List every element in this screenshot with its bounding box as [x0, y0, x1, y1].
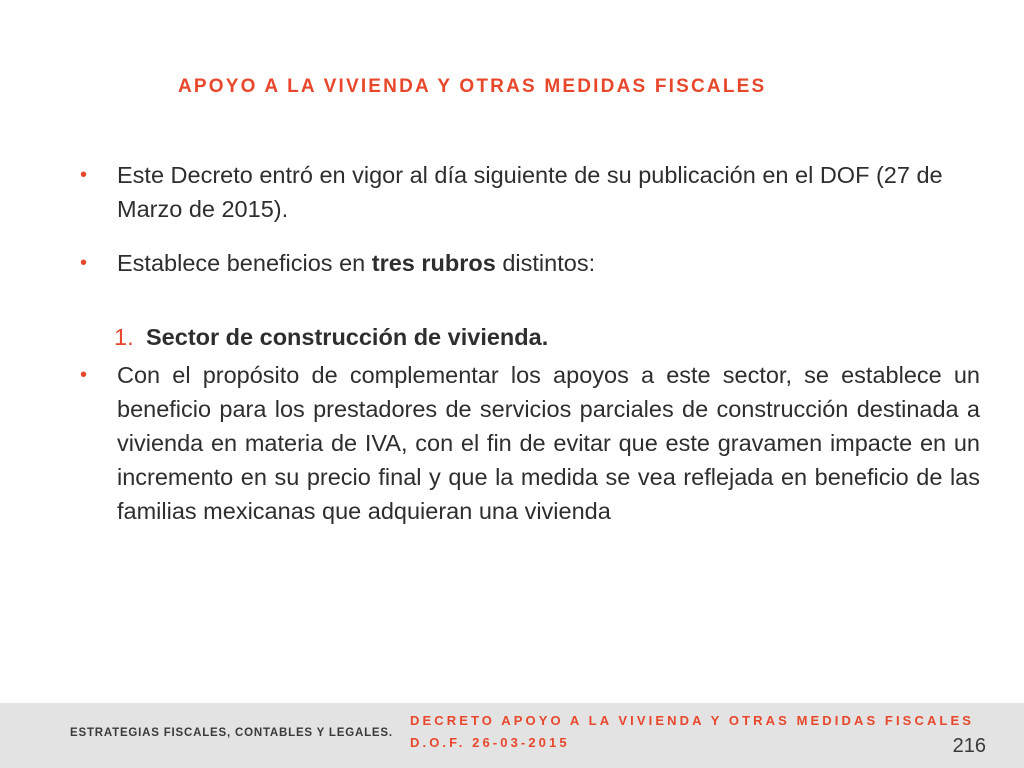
numbered-item-number: 1.	[114, 324, 134, 350]
bullet-icon: •	[80, 364, 88, 386]
bullet-text-suffix: distintos:	[495, 250, 596, 276]
bullet-item	[78, 358, 980, 528]
footer-decree-title: DECRETO APOYO A LA VIVIENDA Y OTRAS MEDIDAS FISCALES	[410, 713, 975, 728]
footer-bar	[0, 703, 1024, 768]
paragraph-text: Con el propósito de complementar los apoyos a este sector, se establece un beneficio para los prestadores de servicios parciales de construcción destinada a vivienda en materia de IVA, con el fin de evitar que este gravamen impacte en un incremento en su precio final y que la medida se vea reflejada en beneficio de las familias mexicanas que adquieran una vivienda	[117, 362, 980, 524]
bullet-text: Este Decreto entró en vigor al día siguiente de su publicación en el DOF (27 de Marzo de 2015).	[117, 162, 943, 222]
numbered-item-text: Sector de construcción de vivienda.	[146, 324, 549, 350]
bullet-text-prefix: Establece beneficios en	[117, 250, 372, 276]
bullet-text-emphasis: tres rubros	[371, 250, 496, 276]
bullet-icon: •	[80, 252, 88, 274]
footer-company-name: ESTRATEGIAS FISCALES, CONTABLES Y LEGALES.	[70, 727, 393, 739]
bullet-item	[78, 158, 980, 226]
slide-title: APOYO A LA VIVIENDA Y OTRAS MEDIDAS FISCALES	[178, 76, 767, 97]
page-number: 216	[952, 735, 986, 757]
slide-content	[78, 158, 980, 528]
footer-publication-date: D.O.F. 26-03-2015	[410, 735, 570, 750]
numbered-item	[78, 320, 980, 354]
bullet-icon: •	[80, 164, 88, 186]
bullet-item	[78, 246, 980, 280]
